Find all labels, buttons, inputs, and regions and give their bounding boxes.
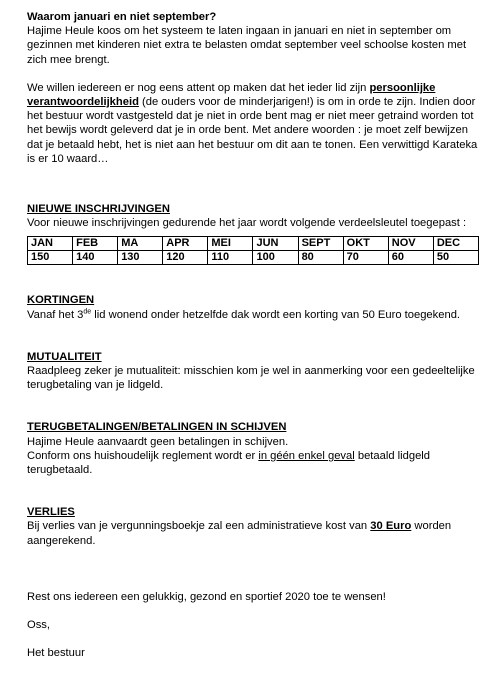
- responsibility-emphasis: persoonlijke verantwoordelijkheid: [27, 81, 436, 109]
- intro-p2-start: We willen iedereen er nog eens attent op maken dat het ieder lid zijn: [27, 81, 370, 94]
- intro-heading: Waarom januari en niet september?: [27, 11, 217, 23]
- intro-paragraph-1: Hajime Heule koos om het systeem te laten ingaan in januari en niet in september om gezinnen met kinderen niet extra te belasten omdat september veel schoolse kosten met zich mee brengt.: [27, 25, 467, 66]
- kortingen-heading: KORTINGEN: [27, 294, 95, 307]
- inschrijvingen-text: Voor nieuwe inschrijvingen gedurende het jaar wordt volgende verdeelsleutel toegepast :: [27, 217, 467, 230]
- intro-paragraph-2: [27, 81, 483, 166]
- verlies-heading: VERLIES: [27, 506, 75, 519]
- months-row: [28, 237, 479, 251]
- verlies-text-rest: worden aangerekend.: [27, 520, 452, 547]
- terugbetalingen-line-2-rest: betaald lidgeld terugbetaald.: [27, 449, 431, 477]
- amount-cell: 100: [253, 251, 298, 265]
- month-cell: OKT: [343, 237, 388, 251]
- mutualiteit-heading: MUTUALITEIT: [27, 350, 102, 363]
- amount-cell: 80: [298, 251, 343, 265]
- closing-greeting: Oss,: [27, 619, 50, 632]
- amount-cell: 60: [388, 251, 433, 265]
- inschrijvingen-heading: NIEUWE INSCHRIJVINGEN: [27, 203, 170, 216]
- terugbetalingen-line-2: [27, 449, 483, 477]
- amount-cell: 110: [208, 251, 253, 265]
- terugbetalingen-heading: TERUGBETALINGEN/BETALINGEN IN SCHIJVEN: [27, 421, 287, 434]
- kortingen-text: [27, 308, 483, 322]
- mutualiteit-text: Raadpleeg zeker je mutualiteit: misschien kom je wel in aanmerking voor een gedeeltelijke terugbetaling van je lidgeld.: [27, 365, 475, 392]
- kortingen-text-start: Vanaf het 3: [27, 308, 84, 321]
- document-page: [27, 10, 483, 660]
- kortingen-text-rest: lid wonend onder hetzelfde dak wordt een korting van 50 Euro toegekend.: [91, 308, 461, 321]
- amount-cell: 140: [73, 251, 118, 265]
- month-cell: DEC: [433, 237, 478, 251]
- intro-p2-rest: (de ouders voor de minderjarigen!) is om in orde te zijn. Indien door het bestuur wordt vastgesteld dat je niet in orde bent mag er niet meer getraind worden tot het bewijs wordt geleverd dat je in orde bent. Met andere woorden : je moet zelf bewijzen dat je betaald hebt, het is niet aan het bestuur om dit aan te tonen. Een verwittigd Karateka is er 10 waard…: [27, 96, 478, 165]
- verlies-text-start: Bij verlies van je vergunningsboekje zal een administratieve kost van: [27, 520, 371, 533]
- month-cell: JUN: [253, 237, 298, 251]
- amount-cell: 50: [433, 251, 478, 265]
- month-cell: SEPT: [298, 237, 343, 251]
- closing-wish: Rest ons iedereen een gelukkig, gezond en sportief 2020 toe te wensen!: [27, 590, 386, 603]
- amount-cell: 150: [28, 251, 73, 265]
- ordinal-suffix: de: [83, 307, 92, 315]
- month-cell: MA: [118, 237, 163, 251]
- month-cell: NOV: [388, 237, 433, 251]
- month-cell: FEB: [73, 237, 118, 251]
- no-refund-emphasis: in géén enkel geval: [258, 449, 355, 462]
- month-cell: MEI: [208, 237, 253, 251]
- signature: Het bestuur: [27, 647, 85, 660]
- amount-cell: 70: [343, 251, 388, 265]
- cost-emphasis: 30 Euro: [370, 520, 412, 533]
- terugbetalingen-line-2-start: Conform ons huishoudelijk reglement wordt er: [27, 449, 259, 462]
- amount-cell: 130: [118, 251, 163, 265]
- fee-table: [27, 236, 479, 265]
- verlies-text: [27, 519, 483, 547]
- amounts-row: [28, 251, 479, 265]
- month-cell: JAN: [28, 237, 73, 251]
- amount-cell: 120: [163, 251, 208, 265]
- terugbetalingen-line-1: Hajime Heule aanvaardt geen betalingen in schijven.: [27, 435, 289, 448]
- month-cell: APR: [163, 237, 208, 251]
